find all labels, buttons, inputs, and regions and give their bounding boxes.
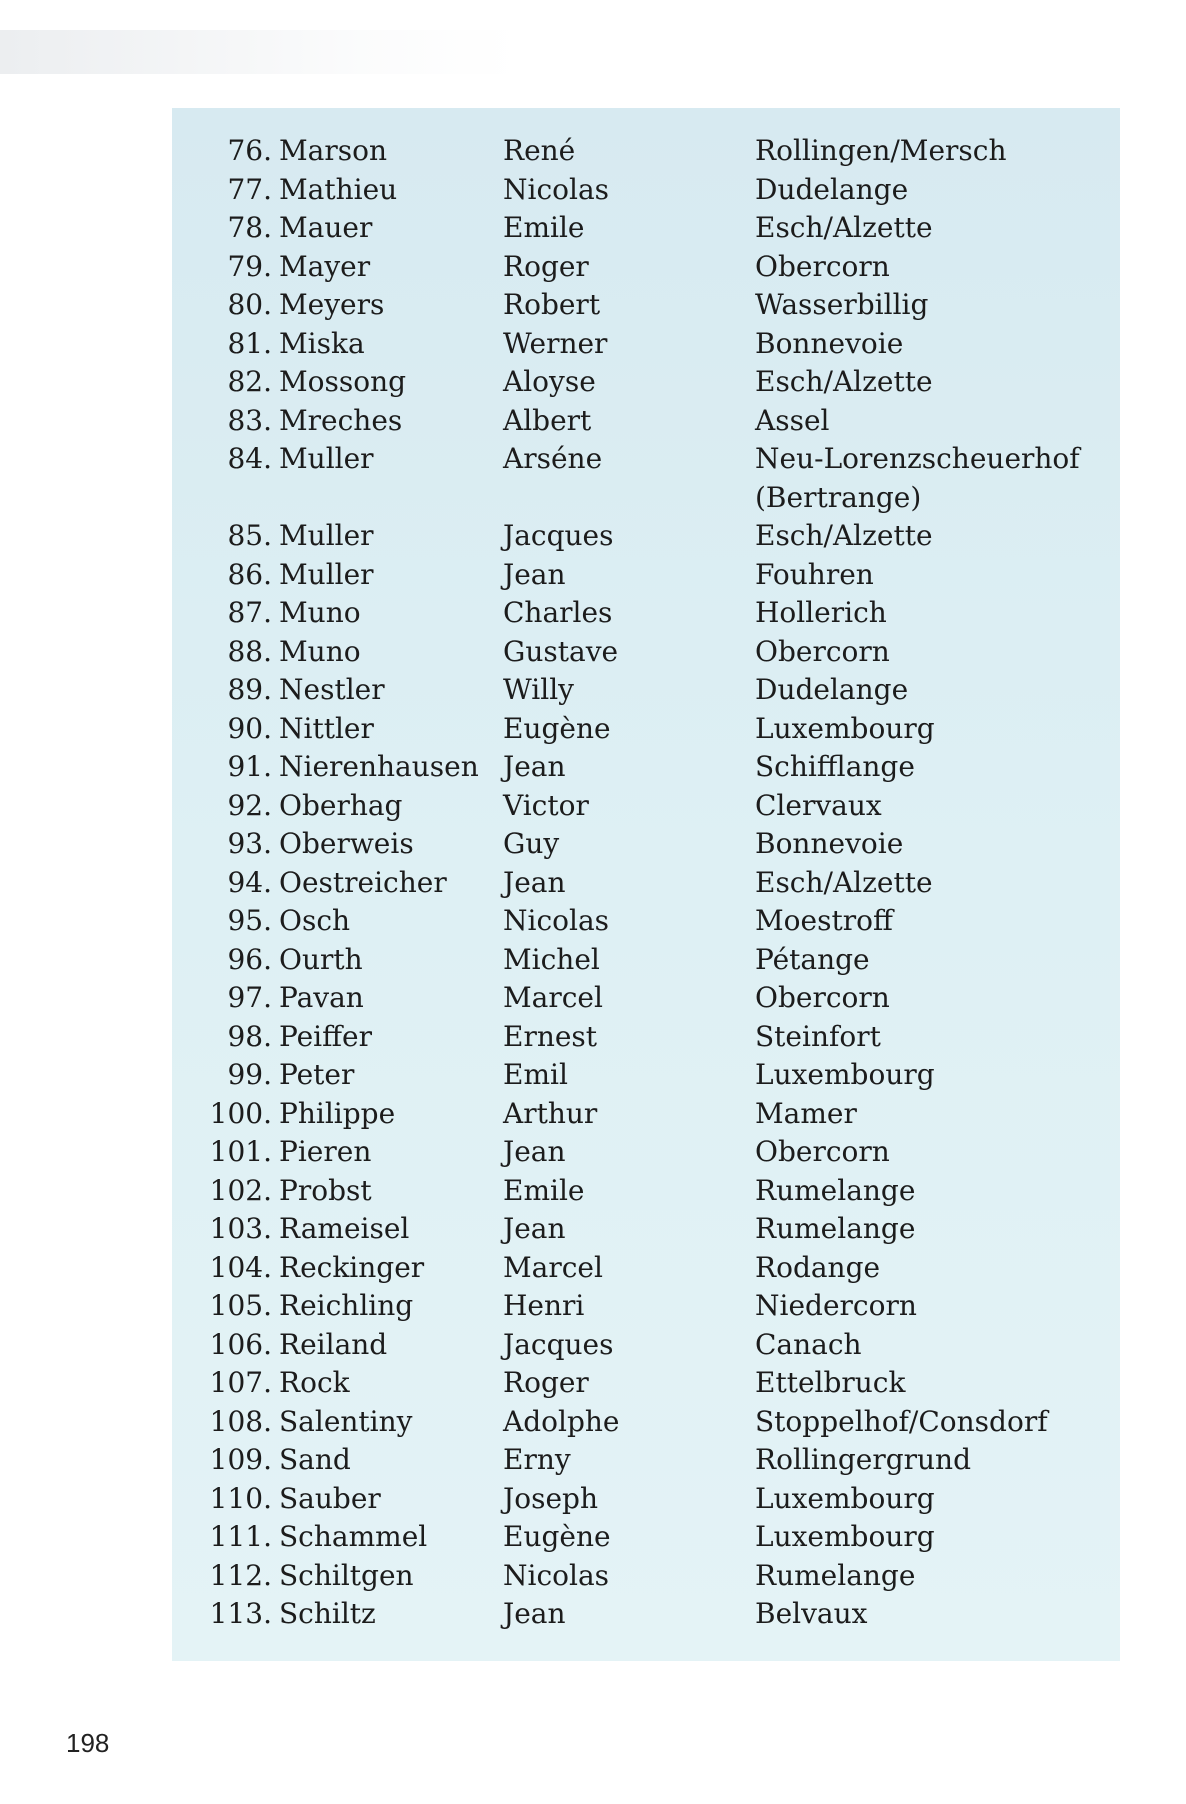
names-list — [172, 132, 1120, 1634]
first-name: Robert — [503, 288, 601, 321]
place: Steinfort — [755, 1019, 881, 1053]
entry-number: 102. — [209, 1173, 272, 1207]
list-item — [172, 1403, 1120, 1442]
first-name: Jacques — [503, 1327, 614, 1361]
list-item — [172, 825, 1120, 864]
entry-number: 95. — [227, 904, 272, 937]
surname: Oberweis — [279, 827, 414, 860]
place: Luxembourg — [755, 1481, 935, 1515]
place: Fouhren — [755, 557, 874, 591]
place: Mamer — [755, 1096, 857, 1130]
entry-number: 97. — [227, 981, 272, 1014]
first-name: Nicolas — [503, 904, 610, 937]
entry-number: 104. — [209, 1250, 272, 1284]
entry-number: 105. — [209, 1289, 272, 1322]
place: Rumelange — [755, 1173, 916, 1207]
place: Ettelbruck — [755, 1366, 906, 1399]
surname: Oestreicher — [279, 865, 447, 899]
entry-number: 89. — [227, 673, 272, 706]
first-name: Marcel — [503, 981, 603, 1014]
surname: Rameisel — [279, 1212, 410, 1245]
list-item — [172, 517, 1120, 556]
list-item — [172, 402, 1120, 441]
list-item — [172, 1210, 1120, 1249]
surname: Muno — [279, 634, 361, 668]
surname: Schiltgen — [279, 1558, 414, 1592]
first-name: Jean — [503, 865, 566, 899]
place: Pétange — [755, 942, 870, 976]
place: Belvaux — [755, 1597, 868, 1630]
first-name: Ernest — [503, 1019, 598, 1053]
first-name: Michel — [503, 942, 600, 976]
entry-number: 86. — [227, 557, 272, 591]
list-item — [172, 363, 1120, 402]
place: Clervaux — [755, 788, 882, 822]
first-name: Jean — [503, 1135, 566, 1168]
surname: Philippe — [279, 1096, 396, 1130]
surname: Peter — [279, 1058, 355, 1091]
entry-number: 85. — [227, 519, 272, 552]
entry-number: 79. — [227, 249, 272, 283]
entry-number: 110. — [209, 1481, 272, 1515]
place: Dudelange — [755, 172, 909, 206]
entry-number: 92. — [227, 788, 272, 822]
first-name: Joseph — [503, 1481, 598, 1515]
list-item — [172, 248, 1120, 287]
first-name: Eugène — [503, 711, 611, 745]
surname: Mossong — [279, 365, 407, 398]
place: Esch/Alzette — [755, 365, 933, 398]
place: Obercorn — [755, 634, 890, 668]
entry-number: 87. — [227, 596, 272, 629]
entry-number: 90. — [227, 711, 272, 745]
list-item — [172, 1595, 1120, 1634]
surname: Muller — [279, 519, 374, 552]
first-name: Nicolas — [503, 1558, 610, 1592]
first-name: Aloyse — [503, 365, 596, 398]
surname: Osch — [279, 904, 351, 937]
entry-number: 82. — [227, 365, 272, 398]
first-name: Jean — [503, 1212, 566, 1245]
surname: Probst — [279, 1173, 372, 1207]
first-name: Arséne — [503, 442, 603, 475]
first-name: Roger — [503, 1366, 589, 1399]
entry-number: 108. — [209, 1404, 272, 1438]
surname: Mathieu — [279, 172, 398, 206]
entry-number: 84. — [227, 442, 272, 475]
place: Luxembourg — [755, 711, 935, 745]
page-number: 198 — [66, 1728, 110, 1758]
first-name: Henri — [503, 1289, 585, 1322]
entry-number: 103. — [209, 1212, 272, 1245]
surname: Ourth — [279, 942, 363, 976]
surname: Rock — [279, 1366, 350, 1399]
entry-number: 93. — [227, 827, 272, 860]
entry-number: 78. — [227, 211, 272, 244]
list-item — [172, 1172, 1120, 1211]
surname: Sauber — [279, 1481, 381, 1515]
first-name: Albert — [503, 403, 592, 437]
first-name: Eugène — [503, 1520, 611, 1553]
entry-number: 100. — [209, 1096, 272, 1130]
place: Wasserbillig — [755, 288, 929, 321]
list-item — [172, 1518, 1120, 1557]
entry-number: 99. — [227, 1058, 272, 1091]
place: Bonnevoie — [755, 827, 904, 860]
list-item — [172, 440, 1120, 517]
place: Rumelange — [755, 1212, 916, 1245]
surname: Reiland — [279, 1327, 388, 1361]
entry-number: 88. — [227, 634, 272, 668]
surname: Mayer — [279, 249, 371, 283]
first-name: Jean — [503, 750, 566, 783]
list-item — [172, 979, 1120, 1018]
place: Esch/Alzette — [755, 865, 933, 899]
place: Obercorn — [755, 981, 890, 1014]
surname: Oberhag — [279, 788, 403, 822]
entry-number: 112. — [209, 1558, 272, 1592]
surname: Muller — [279, 442, 374, 475]
first-name: Jacques — [503, 519, 614, 552]
first-name: Emil — [503, 1058, 568, 1091]
surname: Reichling — [279, 1289, 414, 1322]
place: Rollingergrund — [755, 1443, 972, 1476]
place: Niedercorn — [755, 1289, 917, 1322]
list-item — [172, 1018, 1120, 1057]
place: Obercorn — [755, 1135, 890, 1168]
first-name: René — [503, 134, 576, 167]
list-item — [172, 710, 1120, 749]
place: Dudelange — [755, 673, 909, 706]
list-item — [172, 1480, 1120, 1519]
surname: Muller — [279, 557, 374, 591]
list-item — [172, 864, 1120, 903]
list-item — [172, 132, 1120, 171]
list-item — [172, 671, 1120, 710]
surname: Muno — [279, 596, 361, 629]
place: Rodange — [755, 1250, 881, 1284]
place: Assel — [755, 403, 830, 437]
list-item — [172, 594, 1120, 633]
surname: Pieren — [279, 1135, 372, 1168]
place: Stoppelhof/Consdorf — [755, 1404, 1048, 1438]
first-name: Arthur — [503, 1096, 598, 1130]
list-item — [172, 286, 1120, 325]
place: Bonnevoie — [755, 326, 904, 360]
list-item — [172, 1056, 1120, 1095]
surname: Mauer — [279, 211, 373, 244]
first-name: Erny — [503, 1443, 571, 1476]
header-shadow — [0, 30, 520, 74]
entry-number: 111. — [209, 1520, 272, 1553]
list-item — [172, 1287, 1120, 1326]
surname: Sand — [279, 1443, 351, 1476]
list-item — [172, 748, 1120, 787]
list-item — [172, 556, 1120, 595]
list-item — [172, 1095, 1120, 1134]
first-name: Jean — [503, 557, 566, 591]
entry-number: 81. — [227, 326, 272, 360]
entry-number: 98. — [227, 1019, 272, 1053]
place: Luxembourg — [755, 1520, 935, 1553]
place: Neu-Lorenzscheuerhof (Bertrange) — [755, 442, 1080, 514]
first-name: Nicolas — [503, 172, 610, 206]
surname: Nestler — [279, 673, 385, 706]
list-item — [172, 633, 1120, 672]
place: Hollerich — [755, 596, 887, 629]
first-name: Marcel — [503, 1250, 603, 1284]
entry-number: 113. — [209, 1597, 272, 1630]
list-item — [172, 787, 1120, 826]
list-item — [172, 1364, 1120, 1403]
list-item — [172, 1326, 1120, 1365]
first-name: Willy — [503, 673, 574, 706]
first-name: Emile — [503, 211, 585, 244]
entry-number: 83. — [227, 403, 272, 437]
list-item — [172, 171, 1120, 210]
list-item — [172, 941, 1120, 980]
surname: Salentiny — [279, 1404, 413, 1438]
first-name: Gustave — [503, 634, 619, 668]
list-item — [172, 325, 1120, 364]
first-name: Guy — [503, 827, 560, 860]
place: Rollingen/Mersch — [755, 134, 1007, 167]
entry-number: 80. — [227, 288, 272, 321]
surname: Meyers — [279, 288, 385, 321]
first-name: Emile — [503, 1173, 585, 1207]
entry-number: 91. — [227, 750, 272, 783]
surname: Pavan — [279, 981, 364, 1014]
first-name: Victor — [503, 788, 589, 822]
surname: Schammel — [279, 1520, 428, 1553]
surname: Schiltz — [279, 1597, 376, 1630]
place: Schifflange — [755, 750, 915, 783]
list-item — [172, 1133, 1120, 1172]
first-name: Charles — [503, 596, 613, 629]
place: Esch/Alzette — [755, 519, 933, 552]
entry-number: 109. — [209, 1443, 272, 1476]
place: Moestroff — [755, 904, 893, 937]
surname: Nittler — [279, 711, 374, 745]
first-name: Jean — [503, 1597, 566, 1630]
first-name: Adolphe — [503, 1404, 620, 1438]
surname: Marson — [279, 134, 388, 167]
first-name: Roger — [503, 249, 589, 283]
surname: Nierenhausen — [279, 750, 479, 783]
list-item — [172, 1249, 1120, 1288]
place: Esch/Alzette — [755, 211, 933, 244]
entry-number: 101. — [209, 1135, 272, 1168]
place: Canach — [755, 1327, 862, 1361]
list-item — [172, 1557, 1120, 1596]
entry-number: 106. — [209, 1327, 272, 1361]
list-item — [172, 902, 1120, 941]
first-name: Werner — [503, 326, 608, 360]
entry-number: 94. — [227, 865, 272, 899]
surname: Mreches — [279, 403, 403, 437]
entry-number: 96. — [227, 942, 272, 976]
place: Rumelange — [755, 1558, 916, 1592]
entry-number: 77. — [227, 172, 272, 206]
surname: Reckinger — [279, 1250, 425, 1284]
place: Luxembourg — [755, 1058, 935, 1091]
entry-number: 76. — [227, 134, 272, 167]
surname: Peiffer — [279, 1019, 372, 1053]
surname: Miska — [279, 326, 365, 360]
list-item — [172, 209, 1120, 248]
list-item — [172, 1441, 1120, 1480]
entry-number: 107. — [209, 1366, 272, 1399]
place: Obercorn — [755, 249, 890, 283]
